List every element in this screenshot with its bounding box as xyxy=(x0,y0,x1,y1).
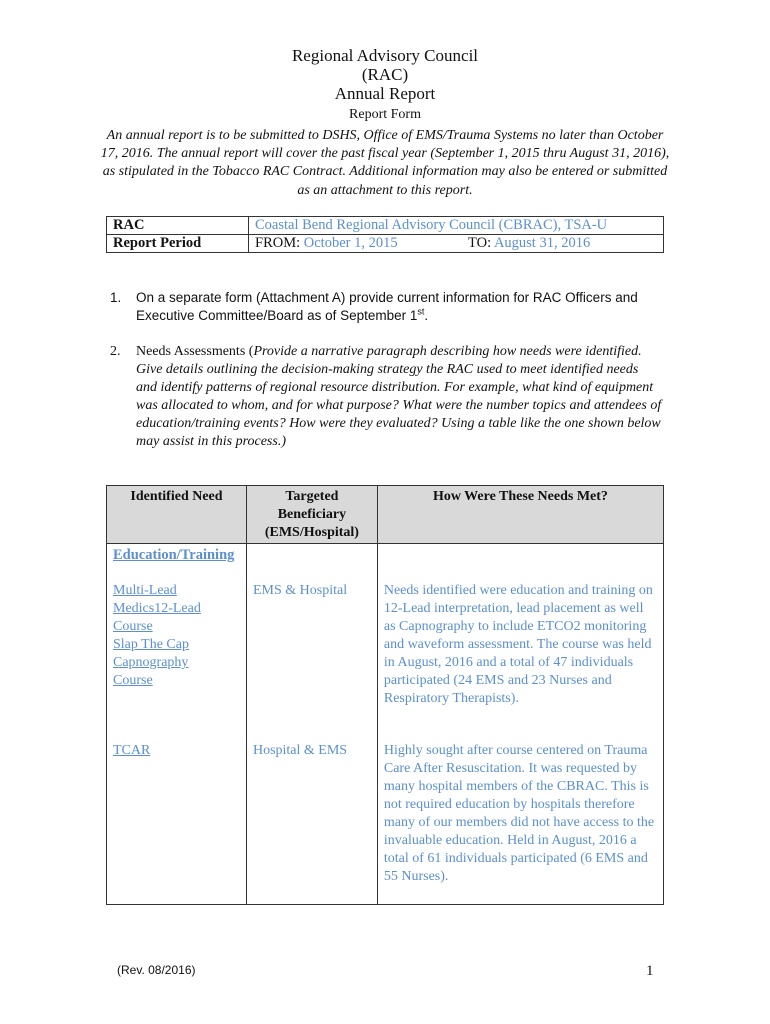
list-item-1-superscript: st xyxy=(417,306,425,317)
title-line-2: (RAC) xyxy=(361,65,409,84)
intro-paragraph: An annual report is to be submitted to DSHS, Office of EMS/Trauma Systems no later than October 17, 2016. The annual report will cover the past fiscal year (September 1, 2015 thru August 31, 2016), as stipulated in the Tobacco RAC Contract. Additional information may also be entered or submitted as an attachment to this report. xyxy=(100,128,670,198)
how-met-cell[interactable]: Needs identified were education and training on 12-Lead interpretation, lead placement as well as Capnography to include ETCO2 monitoring and waveform assessment. The course was held in August, 2016 and a total of 47 individuals participated (24 EMS and 23 Nurses and Respiratory Therapists). xyxy=(377,565,663,742)
how-met-cell[interactable]: Highly sought after course centered on Trauma Care After Resuscitation. It was requested by many hospital members of the CBRAC. This is not required education by hospitals therefore many of our members did not have access to the invaluable education. Held in August, 2016 a total of 61 individuals participated (6 EMS and 55 Nurses). xyxy=(377,742,663,905)
section-education-training[interactable]: Education/Training xyxy=(113,547,235,563)
rac-label: RAC xyxy=(107,217,249,235)
to-group xyxy=(468,235,590,252)
report-period-row xyxy=(107,235,664,253)
need-link[interactable]: Course xyxy=(113,673,153,688)
section-empty-cell xyxy=(377,544,663,566)
to-date[interactable]: August 31, 2016 xyxy=(493,235,591,251)
rac-value[interactable]: Coastal Bend Regional Advisory Council (CBRAC), TSA-U xyxy=(249,217,664,235)
list-item-1-end: . xyxy=(424,308,429,323)
title-block xyxy=(0,46,770,124)
list-item-1-body: On a separate form (Attachment A) provide current information for RAC Officers and Executive Committee/Board as of September 1 xyxy=(136,290,638,323)
need-link[interactable]: Capnography xyxy=(113,655,189,670)
report-period-value[interactable] xyxy=(249,235,664,253)
section-cell xyxy=(107,544,247,566)
needs-table-header-row xyxy=(107,486,664,544)
list-item-1-number: 1. xyxy=(110,290,122,305)
need-link[interactable]: TCAR xyxy=(113,743,151,758)
need-cell xyxy=(107,742,247,905)
list-item-2-number: 2. xyxy=(110,344,121,359)
table-row xyxy=(107,742,664,905)
header-how-met: How Were These Needs Met? xyxy=(377,486,663,544)
need-link[interactable]: Medics12-Lead xyxy=(113,601,201,616)
report-period-label: Report Period xyxy=(107,235,249,253)
need-link[interactable]: Slap The Cap xyxy=(113,637,189,652)
from-label: FROM: xyxy=(255,235,301,251)
to-label: TO: xyxy=(468,235,492,251)
list-item-2-italic: Provide a narrative paragraph describing how needs were identified. Give details outlining the decision-making strategy the RAC used to meet identified needs and identify patterns of regional resource distribution. For example, what kind of equipment was allocated to whom, and for what purpose? What were the number topics and attendees of education/training events? How were they evaluated? Using a table like the one shown below may assist in this process.) xyxy=(136,344,662,449)
page-number: 1 xyxy=(646,963,654,979)
need-link[interactable]: Course xyxy=(113,619,153,634)
from-date[interactable]: October 1, 2015 xyxy=(303,235,398,251)
footer-revision: (Rev. 08/2016) xyxy=(117,963,196,977)
rac-info-table xyxy=(106,216,664,253)
header-targeted-beneficiary: Targeted Beneficiary (EMS/Hospital) xyxy=(246,486,377,544)
form-subtitle: Report Form xyxy=(349,107,421,122)
beneficiary-cell[interactable]: EMS & Hospital xyxy=(246,565,377,742)
section-row xyxy=(107,544,664,566)
need-link[interactable]: Multi-Lead xyxy=(113,583,177,598)
needs-table xyxy=(106,485,664,905)
section-empty-cell xyxy=(246,544,377,566)
beneficiary-cell[interactable]: Hospital & EMS xyxy=(246,742,377,905)
table-row xyxy=(107,565,664,742)
need-cell xyxy=(107,565,247,742)
rac-row xyxy=(107,217,664,235)
list-item-2-lead: Needs Assessments ( xyxy=(136,344,254,359)
header-identified-need: Identified Need xyxy=(107,486,247,544)
title-line-3: Annual Report xyxy=(334,84,436,103)
list-item-2-text xyxy=(136,343,662,451)
title-line-1: Regional Advisory Council xyxy=(291,46,479,65)
list-item-1-text xyxy=(136,289,662,325)
